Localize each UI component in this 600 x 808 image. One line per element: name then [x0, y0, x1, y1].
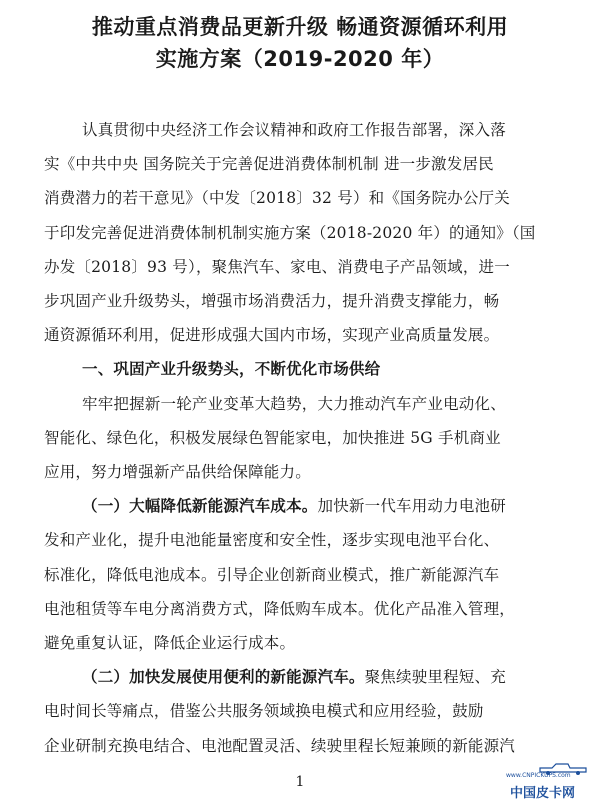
item-1-heading: （一）大幅降低新能源汽车成本。	[82, 497, 318, 515]
paragraph-line: 避免重复认证，降低企业运行成本。	[44, 634, 296, 652]
watermark-url: www.CNPICKUPS.com	[506, 772, 571, 779]
watermark-name: 中国皮卡网	[510, 786, 576, 801]
paragraph-line: 智能化、绿色化，积极发展绿色智能家电，加快推进 5G 手机商业	[44, 429, 501, 447]
title-line-2: 实施方案（2019-2020 年）	[155, 47, 445, 71]
paragraph-line: 通资源循环利用，促进形成强大国内市场，实现产业高质量发展。	[44, 326, 500, 344]
paragraph-line: 牢牢把握新一轮产业变革大趋势，大力推动汽车产业电动化、	[82, 395, 506, 413]
paragraph-line: 于印发完善促进消费体制机制实施方案（2018-2020 年）的通知》（国	[44, 224, 536, 242]
paragraph-line: 实《中共中央 国务院关于完善促进消费体制机制 进一步激发居民	[44, 155, 494, 173]
item-1-first-text: 加快新一代车用动力电池研	[317, 497, 506, 515]
item-2-first-text: 聚焦续驶里程短、充	[364, 668, 506, 686]
paragraph-line: 电时间长等痛点，借鉴公共服务领域换电模式和应用经验，鼓励	[44, 702, 484, 720]
paragraph-line: 步巩固产业升级势头，增强市场消费活力，提升消费支撑能力，畅	[44, 292, 500, 310]
title-line-1: 推动重点消费品更新升级 畅通资源循环利用	[91, 15, 509, 39]
item-1-first-line	[82, 496, 562, 516]
paragraph-line: 消费潜力的若干意见》（中发〔2018〕32 号）和《国务院办公厅关	[44, 189, 510, 207]
item-2-first-line	[82, 667, 562, 687]
paragraph-line: 认真贯彻中央经济工作会议精神和政府工作报告部署，深入落	[82, 121, 506, 139]
section-heading: 一、巩固产业升级势头，不断优化市场供给	[82, 360, 381, 378]
paragraph-line: 应用，努力增强新产品供给保障能力。	[44, 463, 311, 481]
paragraph-line: 标准化，降低电池成本。引导企业创新商业模式，推广新能源汽车	[44, 566, 500, 584]
paragraph-line: 发和产业化，提升电池能量密度和安全性，逐步实现电池平台化、	[44, 531, 500, 549]
item-2-heading: （二）加快发展使用便利的新能源汽车。	[82, 668, 365, 686]
paragraph-line: 企业研制充换电结合、电池配置灵活、续驶里程长短兼顾的新能源汽	[44, 737, 516, 755]
watermark-logo	[498, 762, 594, 802]
page-number: 1	[295, 774, 305, 790]
paragraph-line: 办发〔2018〕93 号），聚焦汽车、家电、消费电子产品领域，进一	[44, 258, 510, 276]
paragraph-line: 电池租赁等车电分离消费方式，降低购车成本。优化产品准入管理，	[44, 600, 516, 618]
